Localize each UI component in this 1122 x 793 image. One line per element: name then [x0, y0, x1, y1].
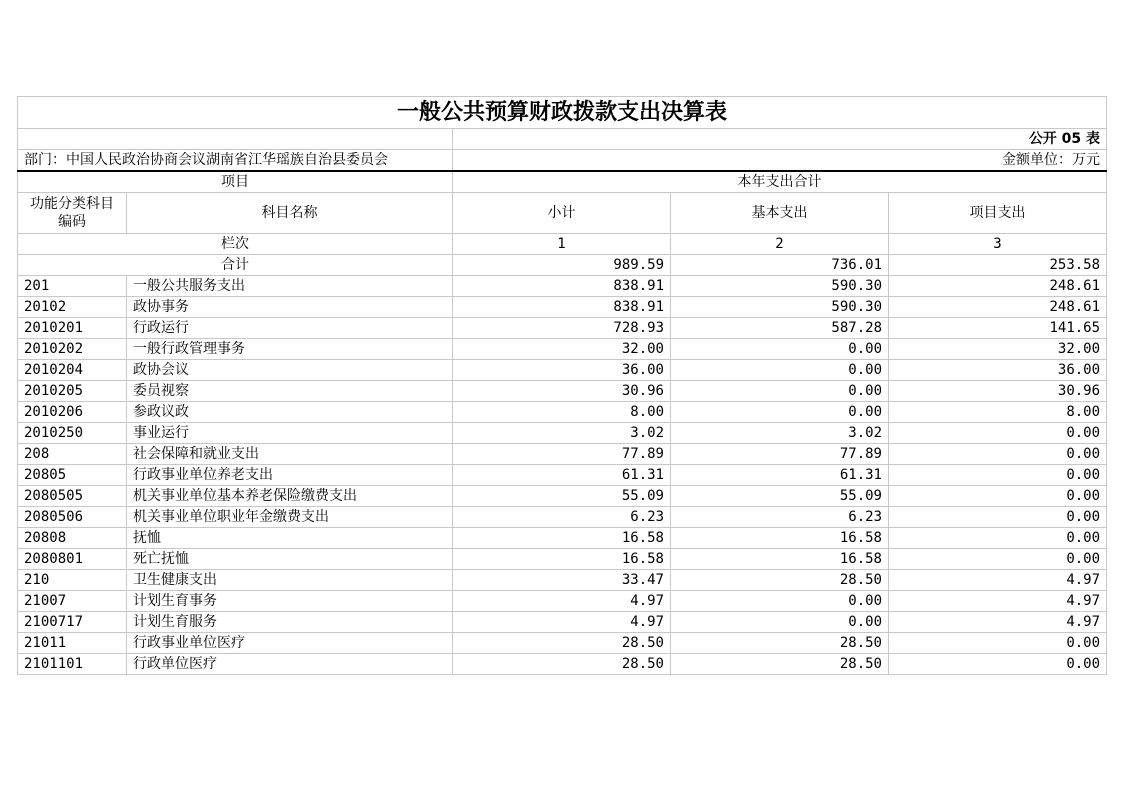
blank-cell [18, 129, 453, 150]
row-basic: 0.00 [671, 339, 889, 360]
total-subtotal: 989.59 [453, 255, 671, 276]
row-code: 2080506 [18, 507, 127, 528]
row-code: 20805 [18, 465, 127, 486]
row-project-expenditure: 8.00 [889, 402, 1107, 423]
row-name: 计划生育事务 [127, 591, 453, 612]
header-code: 功能分类科目编码 [18, 193, 127, 234]
row-basic: 0.00 [671, 591, 889, 612]
row-basic: 0.00 [671, 612, 889, 633]
row-code: 2010250 [18, 423, 127, 444]
header-total-group: 本年支出合计 [453, 171, 1107, 193]
table-row [18, 381, 1107, 402]
row-name: 行政事业单位医疗 [127, 633, 453, 654]
row-project-expenditure: 248.61 [889, 297, 1107, 318]
row-subtotal: 16.58 [453, 528, 671, 549]
page-title: 一般公共预算财政拨款支出决算表 [18, 97, 1107, 129]
table-row [18, 297, 1107, 318]
row-basic: 587.28 [671, 318, 889, 339]
row-project-expenditure: 0.00 [889, 654, 1107, 675]
row-basic: 61.31 [671, 465, 889, 486]
row-subtotal: 32.00 [453, 339, 671, 360]
row-subtotal: 728.93 [453, 318, 671, 339]
row-basic: 28.50 [671, 570, 889, 591]
row-code: 20102 [18, 297, 127, 318]
row-basic: 77.89 [671, 444, 889, 465]
row-project-expenditure: 0.00 [889, 528, 1107, 549]
row-code: 2080801 [18, 549, 127, 570]
table-row [18, 528, 1107, 549]
row-name: 一般公共服务支出 [127, 276, 453, 297]
header-project-expenditure: 项目支出 [889, 193, 1107, 234]
row-name: 行政事业单位养老支出 [127, 465, 453, 486]
row-subtotal: 838.91 [453, 276, 671, 297]
table-row [18, 276, 1107, 297]
row-code: 2010206 [18, 402, 127, 423]
row-basic: 28.50 [671, 654, 889, 675]
table-row [18, 612, 1107, 633]
row-code: 210 [18, 570, 127, 591]
row-basic: 16.58 [671, 549, 889, 570]
column-index-3: 3 [889, 234, 1107, 255]
row-name: 卫生健康支出 [127, 570, 453, 591]
row-name: 社会保障和就业支出 [127, 444, 453, 465]
row-code: 20808 [18, 528, 127, 549]
row-subtotal: 8.00 [453, 402, 671, 423]
row-subtotal: 36.00 [453, 360, 671, 381]
total-project-expenditure: 253.58 [889, 255, 1107, 276]
table-row [18, 654, 1107, 675]
row-basic: 55.09 [671, 486, 889, 507]
row-project-expenditure: 0.00 [889, 486, 1107, 507]
row-subtotal: 4.97 [453, 591, 671, 612]
row-project-expenditure: 0.00 [889, 633, 1107, 654]
row-code: 2101101 [18, 654, 127, 675]
row-project-expenditure: 0.00 [889, 465, 1107, 486]
row-name: 计划生育服务 [127, 612, 453, 633]
unit-label: 金额单位：万元 [453, 150, 1107, 172]
row-code: 21007 [18, 591, 127, 612]
total-basic: 736.01 [671, 255, 889, 276]
row-subtotal: 30.96 [453, 381, 671, 402]
row-name: 抚恤 [127, 528, 453, 549]
row-project-expenditure: 32.00 [889, 339, 1107, 360]
table-row [18, 339, 1107, 360]
budget-table [17, 96, 1107, 675]
row-code: 2080505 [18, 486, 127, 507]
row-basic: 590.30 [671, 297, 889, 318]
table-row [18, 507, 1107, 528]
row-subtotal: 55.09 [453, 486, 671, 507]
row-project-expenditure: 0.00 [889, 423, 1107, 444]
table-row [18, 633, 1107, 654]
row-subtotal: 3.02 [453, 423, 671, 444]
row-code: 2010202 [18, 339, 127, 360]
row-subtotal: 6.23 [453, 507, 671, 528]
row-project-expenditure: 36.00 [889, 360, 1107, 381]
row-basic: 0.00 [671, 360, 889, 381]
header-name: 科目名称 [127, 193, 453, 234]
row-name: 委员视察 [127, 381, 453, 402]
table-row [18, 570, 1107, 591]
row-basic: 6.23 [671, 507, 889, 528]
row-basic: 3.02 [671, 423, 889, 444]
row-basic: 590.30 [671, 276, 889, 297]
row-code: 2100717 [18, 612, 127, 633]
row-name: 一般行政管理事务 [127, 339, 453, 360]
row-name: 政协会议 [127, 360, 453, 381]
row-name: 行政运行 [127, 318, 453, 339]
row-project-expenditure: 0.00 [889, 549, 1107, 570]
row-name: 机关事业单位基本养老保险缴费支出 [127, 486, 453, 507]
header-subtotal: 小计 [453, 193, 671, 234]
header-project: 项目 [18, 171, 453, 193]
table-row [18, 318, 1107, 339]
row-subtotal: 77.89 [453, 444, 671, 465]
row-subtotal: 28.50 [453, 654, 671, 675]
table-row [18, 486, 1107, 507]
row-project-expenditure: 30.96 [889, 381, 1107, 402]
table-row [18, 360, 1107, 381]
row-code: 2010205 [18, 381, 127, 402]
row-name: 死亡抚恤 [127, 549, 453, 570]
row-code: 201 [18, 276, 127, 297]
row-code: 21011 [18, 633, 127, 654]
row-name: 行政单位医疗 [127, 654, 453, 675]
total-label: 合计 [18, 255, 453, 276]
table-row [18, 423, 1107, 444]
row-name: 政协事务 [127, 297, 453, 318]
row-code: 208 [18, 444, 127, 465]
table-row [18, 549, 1107, 570]
table-row [18, 465, 1107, 486]
row-basic: 0.00 [671, 402, 889, 423]
row-project-expenditure: 4.97 [889, 591, 1107, 612]
table-row [18, 402, 1107, 423]
row-project-expenditure: 248.61 [889, 276, 1107, 297]
column-index-2: 2 [671, 234, 889, 255]
column-index-label: 栏次 [18, 234, 453, 255]
row-name: 参政议政 [127, 402, 453, 423]
form-number: 公开 05 表 [453, 129, 1107, 150]
row-basic: 0.00 [671, 381, 889, 402]
row-subtotal: 838.91 [453, 297, 671, 318]
row-project-expenditure: 4.97 [889, 612, 1107, 633]
row-subtotal: 33.47 [453, 570, 671, 591]
row-basic: 28.50 [671, 633, 889, 654]
row-project-expenditure: 0.00 [889, 444, 1107, 465]
row-project-expenditure: 0.00 [889, 507, 1107, 528]
row-project-expenditure: 141.65 [889, 318, 1107, 339]
row-basic: 16.58 [671, 528, 889, 549]
row-code: 2010201 [18, 318, 127, 339]
table-row [18, 591, 1107, 612]
row-subtotal: 28.50 [453, 633, 671, 654]
row-subtotal: 4.97 [453, 612, 671, 633]
column-index-1: 1 [453, 234, 671, 255]
row-code: 2010204 [18, 360, 127, 381]
total-row [18, 255, 1107, 276]
department-label: 部门：中国人民政治协商会议湖南省江华瑶族自治县委员会 [18, 150, 453, 172]
row-project-expenditure: 4.97 [889, 570, 1107, 591]
row-subtotal: 16.58 [453, 549, 671, 570]
row-subtotal: 61.31 [453, 465, 671, 486]
table-row [18, 444, 1107, 465]
row-name: 事业运行 [127, 423, 453, 444]
row-name: 机关事业单位职业年金缴费支出 [127, 507, 453, 528]
header-basic: 基本支出 [671, 193, 889, 234]
